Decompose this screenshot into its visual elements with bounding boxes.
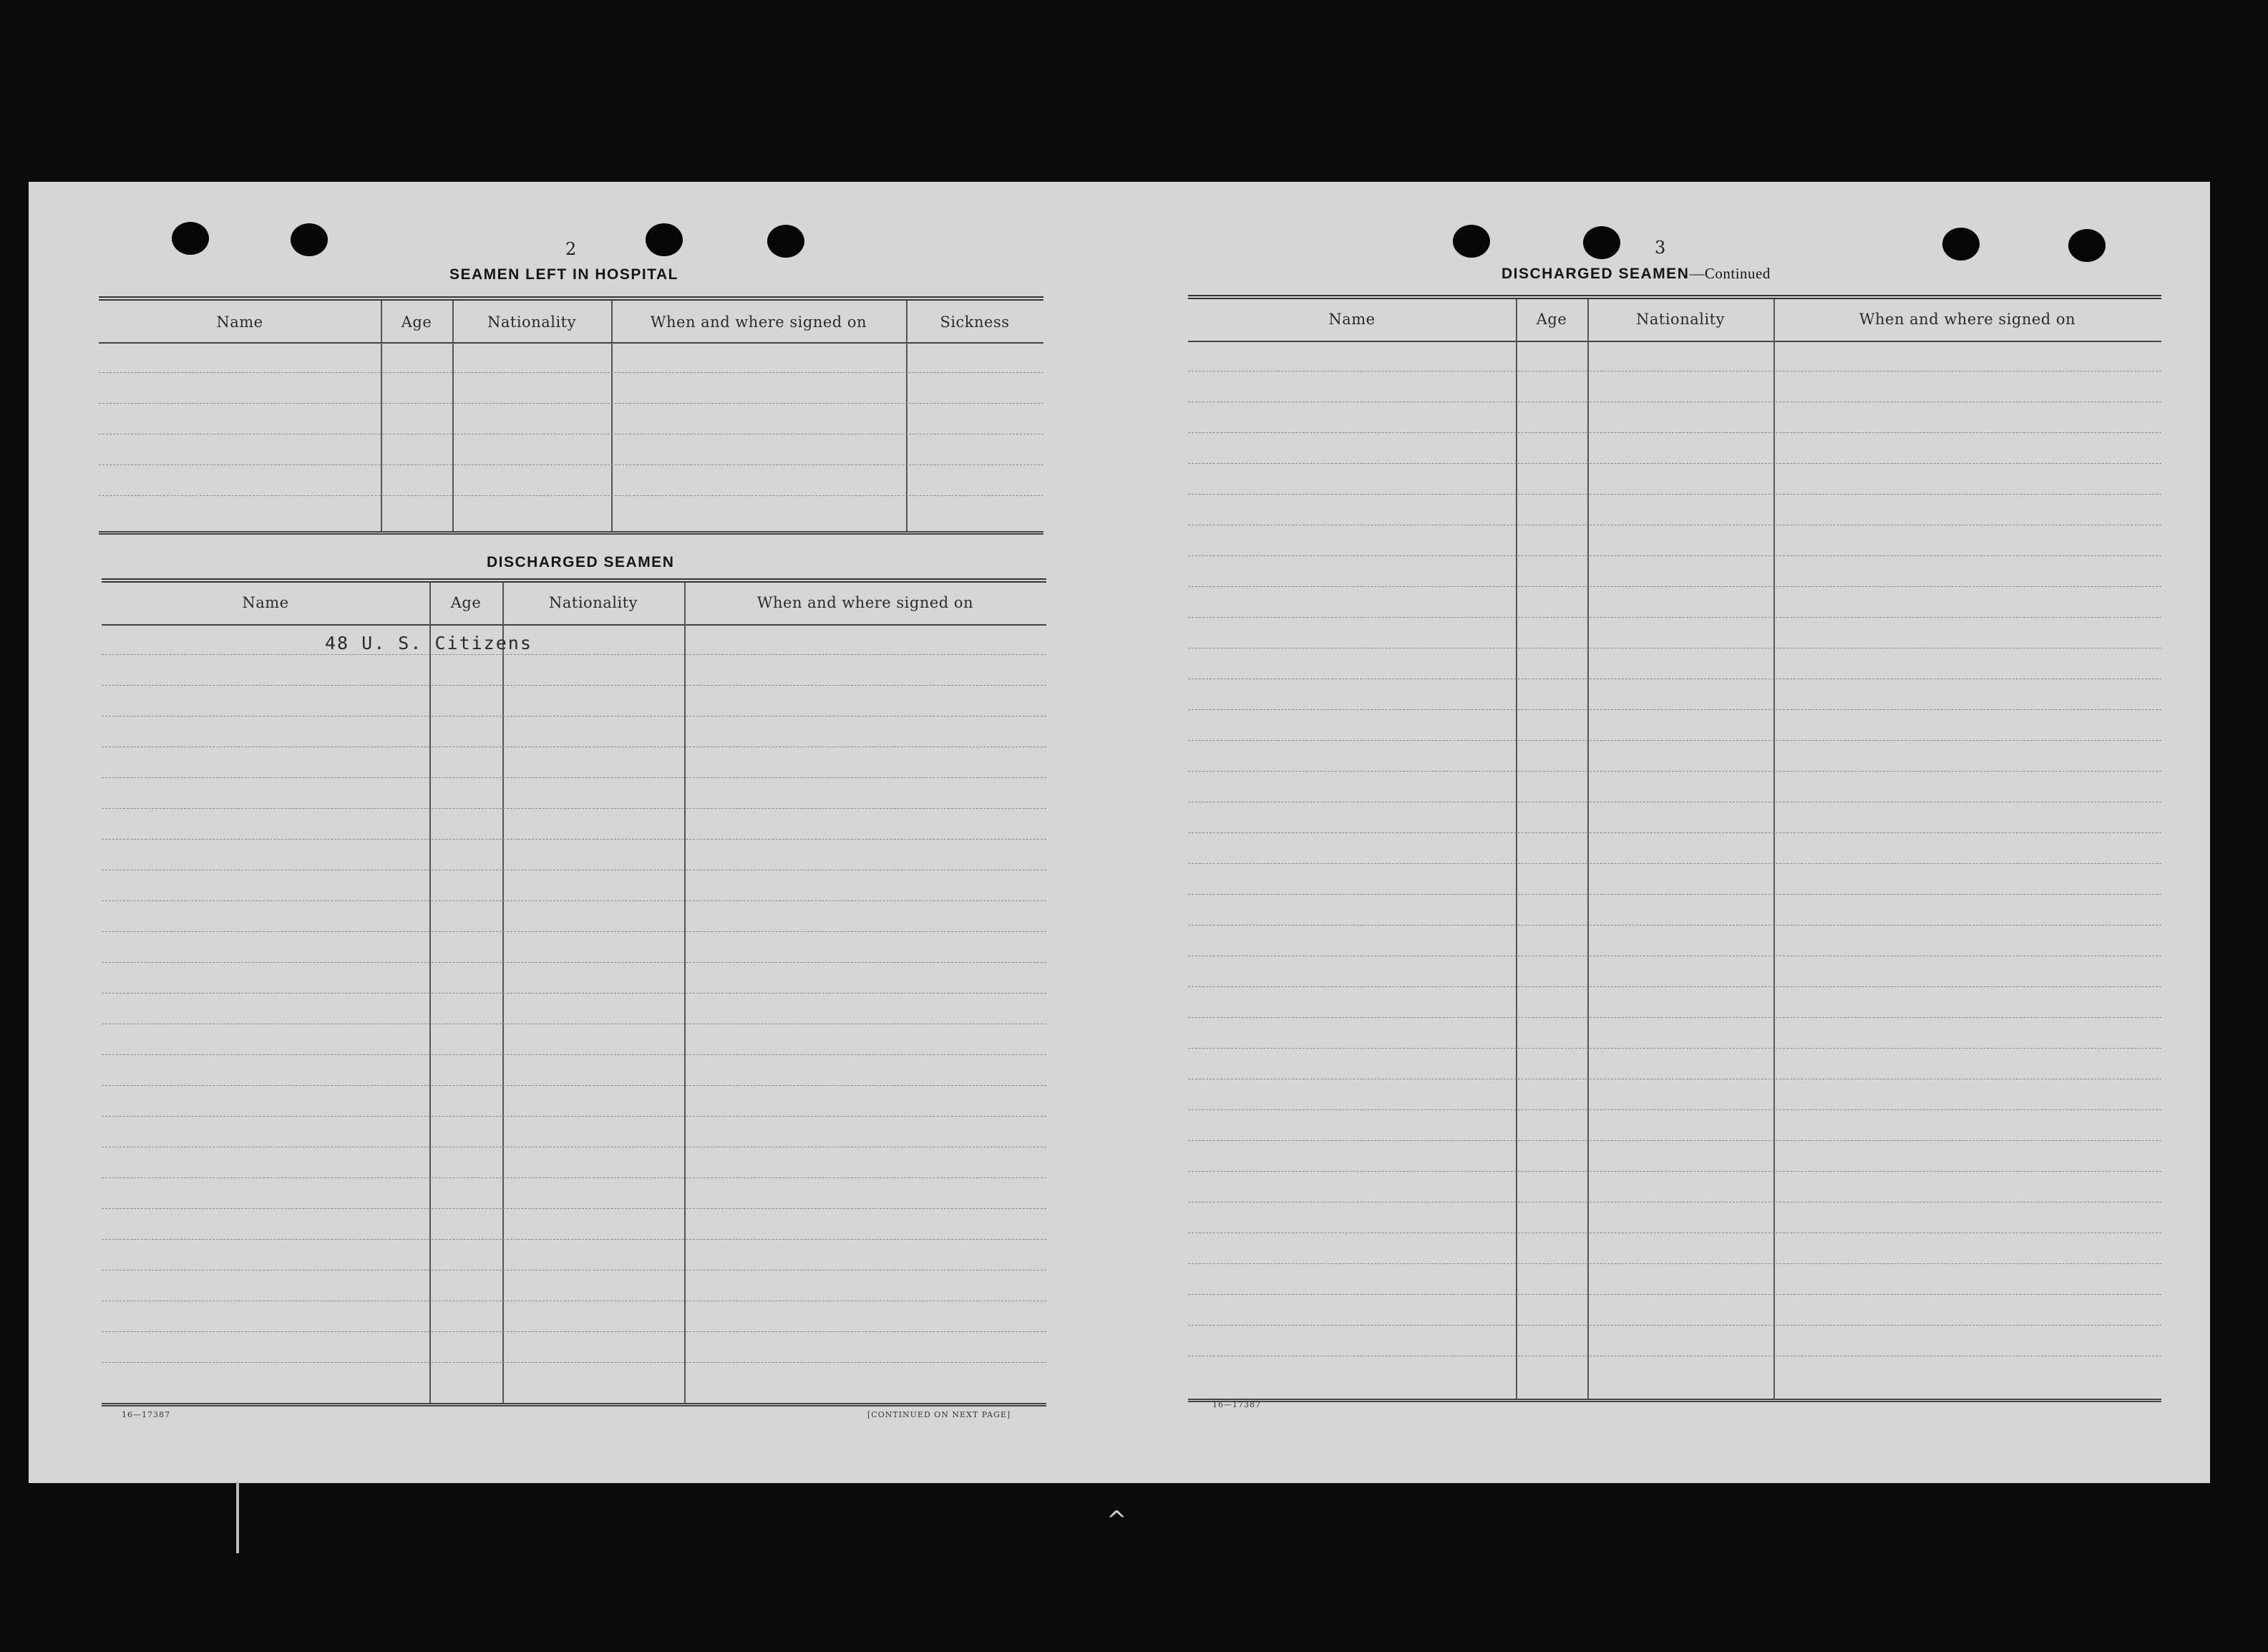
document-sheet <box>29 182 2210 1483</box>
column-divider <box>452 301 454 533</box>
table-row <box>102 1239 1046 1240</box>
column-header-nationality: Nationality <box>487 314 576 331</box>
hospital-section-title: SEAMEN LEFT IN HOSPITAL <box>449 266 678 283</box>
table-row <box>1188 586 2161 587</box>
column-header-when-where: When and where signed on <box>1859 311 2076 328</box>
punch-hole <box>2068 229 2106 262</box>
table-row <box>1188 463 2161 464</box>
table-row <box>1188 1048 2161 1049</box>
table-row <box>102 1116 1046 1117</box>
table-row <box>1188 1294 2161 1295</box>
page-number-right: 3 <box>1655 238 1666 258</box>
column-divider <box>906 301 907 533</box>
table-row <box>102 839 1046 840</box>
column-header-when-where: When and where signed on <box>756 594 974 611</box>
table-row <box>1188 771 2161 772</box>
column-divider <box>381 301 382 533</box>
punch-hole <box>1942 228 1980 261</box>
table-row <box>102 900 1046 901</box>
title-main: DISCHARGED SEAMEN <box>1502 266 1690 282</box>
column-divider <box>1587 299 1589 1399</box>
column-header-name: Name <box>242 594 289 611</box>
table-row <box>102 1362 1046 1363</box>
hospital-table <box>99 296 1043 537</box>
punch-hole <box>172 222 209 255</box>
table-row <box>1188 986 2161 987</box>
table-row <box>1188 709 2161 710</box>
discharged-table-right <box>1188 295 2161 1403</box>
column-divider <box>429 583 431 1404</box>
column-header-age: Age <box>1536 311 1567 328</box>
table-row <box>99 403 1043 404</box>
table-row <box>1188 1263 2161 1264</box>
table-row <box>1188 832 2161 833</box>
discharged-table-left <box>102 578 1046 1407</box>
column-header-age: Age <box>450 594 482 611</box>
table-row <box>102 654 1046 655</box>
table-row <box>102 1208 1046 1209</box>
discharged-section-title: DISCHARGED SEAMEN <box>487 554 675 570</box>
column-divider <box>684 583 686 1404</box>
table-row <box>1188 1109 2161 1110</box>
table-row <box>1188 894 2161 895</box>
table-row <box>1188 494 2161 495</box>
table-row <box>102 931 1046 932</box>
film-mark <box>236 1482 239 1553</box>
title-suffix: —Continued <box>1689 265 1771 282</box>
table-row <box>102 1331 1046 1332</box>
column-header-age: Age <box>401 314 432 331</box>
column-header-name: Name <box>216 314 263 331</box>
table-row <box>1188 432 2161 433</box>
table-row <box>1188 1140 2161 1141</box>
table-row <box>1188 863 2161 864</box>
column-header-nationality: Nationality <box>549 594 638 611</box>
punch-hole <box>1583 226 1620 259</box>
caret-mark: ^ <box>1106 1506 1127 1535</box>
table-bottom-rule <box>99 531 1043 535</box>
table-row <box>1188 1171 2161 1172</box>
table-row <box>102 1054 1046 1055</box>
discharged-continued-title <box>1502 265 1771 283</box>
table-row <box>1188 617 2161 618</box>
typed-entry: 48 U. S. Citizens <box>325 633 532 653</box>
table-bottom-rule <box>1188 1399 2161 1402</box>
punch-hole <box>1453 225 1490 258</box>
table-bottom-rule <box>102 1403 1046 1406</box>
column-header-nationality: Nationality <box>1636 311 1725 328</box>
punch-hole <box>767 225 804 258</box>
table-row <box>102 808 1046 809</box>
table-row <box>99 495 1043 496</box>
form-number-left: 16—17387 <box>122 1410 170 1419</box>
continued-note: [CONTINUED ON NEXT PAGE] <box>867 1410 1011 1419</box>
table-row <box>1188 555 2161 556</box>
table-row <box>99 372 1043 373</box>
table-row <box>102 1085 1046 1086</box>
table-row <box>1188 1017 2161 1018</box>
punch-hole <box>291 223 328 256</box>
column-divider <box>1773 299 1775 1399</box>
column-divider <box>1516 299 1517 1399</box>
table-row <box>102 1177 1046 1178</box>
column-header-name: Name <box>1328 311 1376 328</box>
page-number-left: 2 <box>565 239 577 259</box>
column-divider <box>502 583 504 1404</box>
table-row <box>1188 1325 2161 1326</box>
form-number-right: 16—17387 <box>1212 1400 1261 1409</box>
table-row <box>102 777 1046 778</box>
column-header-sickness: Sickness <box>940 314 1010 331</box>
column-header-when-where: When and where signed on <box>650 314 867 331</box>
column-divider <box>611 301 613 533</box>
table-row <box>102 685 1046 686</box>
table-row <box>102 962 1046 963</box>
punch-hole <box>646 223 683 256</box>
table-row <box>1188 740 2161 741</box>
